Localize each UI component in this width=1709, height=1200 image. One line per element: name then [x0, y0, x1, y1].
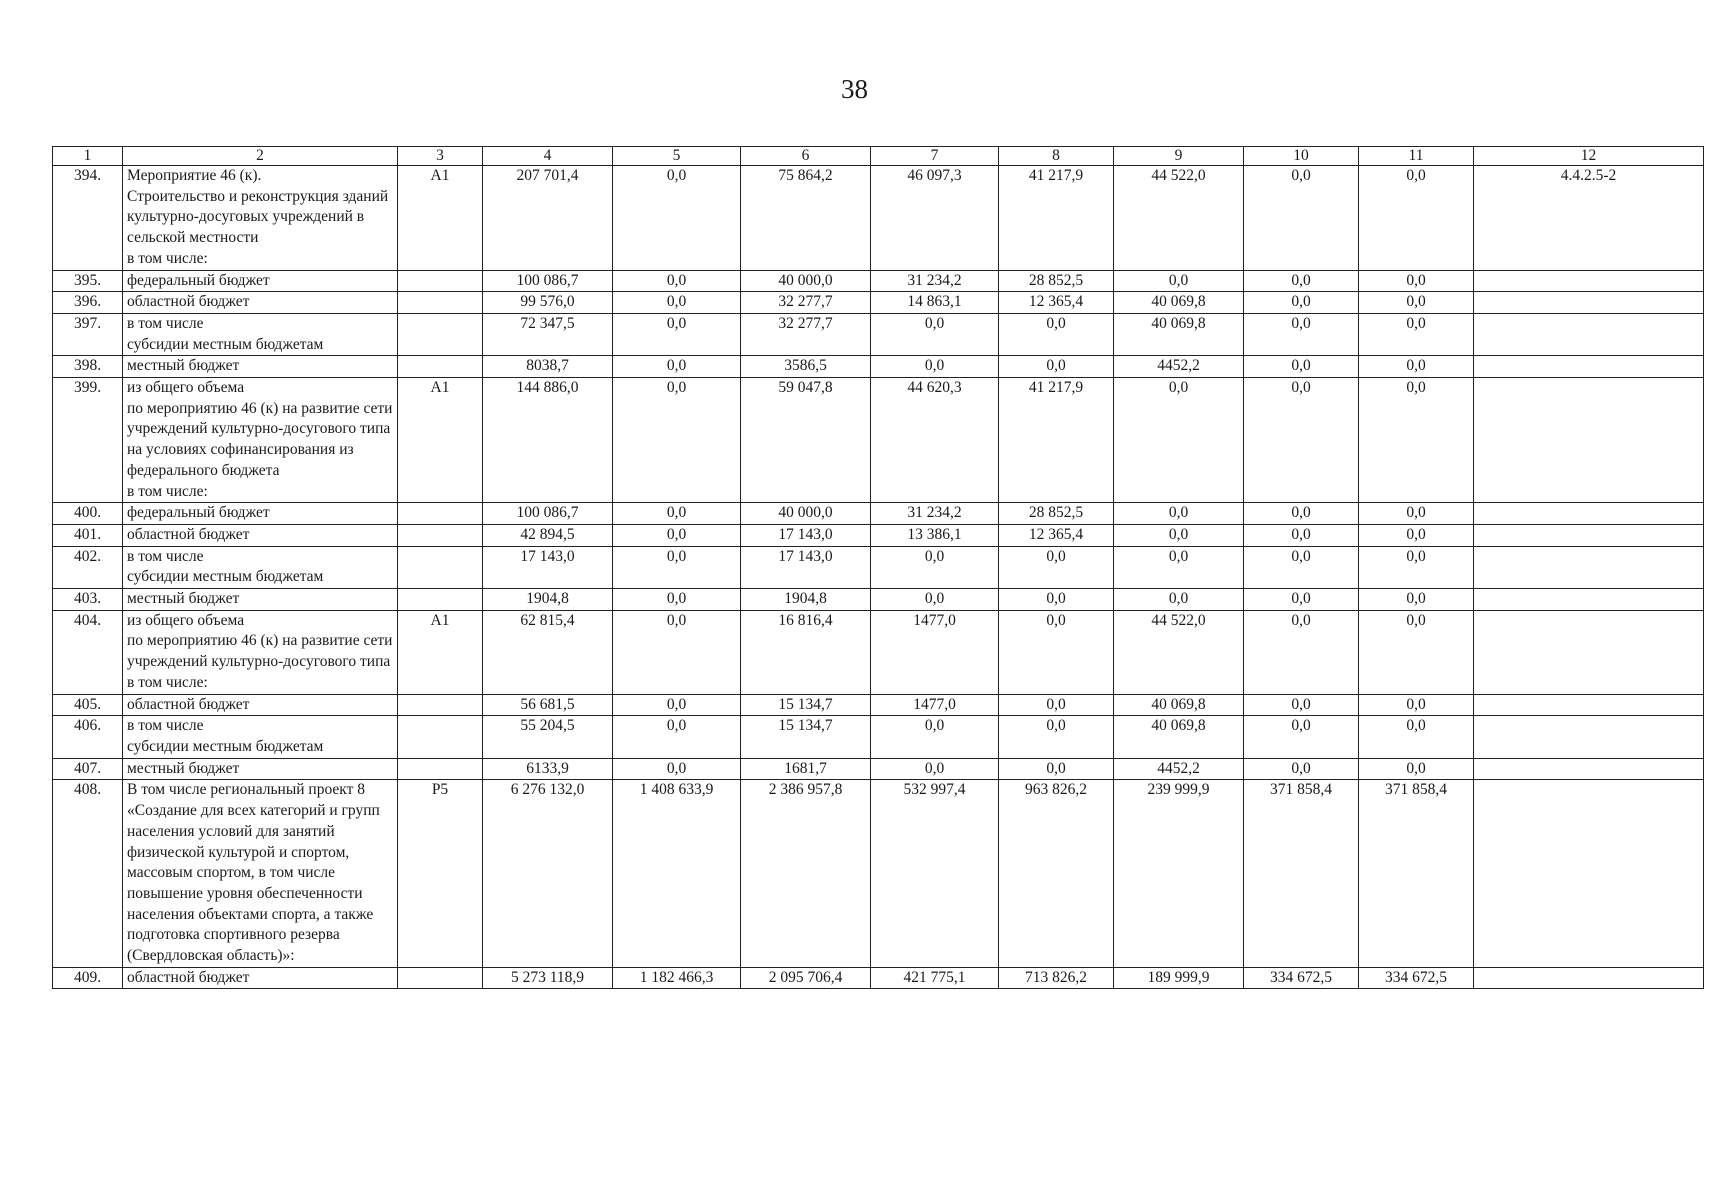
- value-col-11: 334 672,5: [1359, 967, 1474, 989]
- value-col-8: 0,0: [999, 758, 1114, 780]
- value-col-10: 0,0: [1244, 166, 1359, 271]
- column-header: 8: [999, 147, 1114, 166]
- row-number: 397.: [53, 313, 123, 355]
- value-col-10: 0,0: [1244, 610, 1359, 694]
- value-col-11: 0,0: [1359, 546, 1474, 588]
- value-col-6: 1681,7: [741, 758, 871, 780]
- column-header: 2: [123, 147, 398, 166]
- row-goal: [1474, 694, 1704, 716]
- row-code: [398, 292, 483, 314]
- row-goal: [1474, 610, 1704, 694]
- value-col-8: 12 365,4: [999, 292, 1114, 314]
- value-col-8: 0,0: [999, 610, 1114, 694]
- row-name: областной бюджет: [123, 524, 398, 546]
- value-col-6: 17 143,0: [741, 524, 871, 546]
- value-col-4: 6133,9: [483, 758, 613, 780]
- value-col-4: 56 681,5: [483, 694, 613, 716]
- row-goal: [1474, 716, 1704, 758]
- value-col-5: 0,0: [613, 546, 741, 588]
- value-col-6: 17 143,0: [741, 546, 871, 588]
- value-col-4: 100 086,7: [483, 503, 613, 525]
- value-col-9: 44 522,0: [1114, 166, 1244, 271]
- value-col-11: 0,0: [1359, 694, 1474, 716]
- value-col-4: 55 204,5: [483, 716, 613, 758]
- value-col-6: 40 000,0: [741, 503, 871, 525]
- row-code: А1: [398, 166, 483, 271]
- value-col-8: 963 826,2: [999, 780, 1114, 967]
- row-name: В том числе региональный проект 8 «Создание для всех категорий и групп населения условий для занятий физической культурой и спортом, массовым спортом, в том числе повышение уровня обеспеченности населения объектами спорта, а также подготовка спортивного резерва (Свердловская область)»:: [123, 780, 398, 967]
- value-col-4: 99 576,0: [483, 292, 613, 314]
- row-code: [398, 524, 483, 546]
- value-col-5: 0,0: [613, 758, 741, 780]
- value-col-5: 0,0: [613, 166, 741, 271]
- value-col-10: 0,0: [1244, 378, 1359, 503]
- value-col-11: 0,0: [1359, 270, 1474, 292]
- row-name: в том числе субсидии местным бюджетам: [123, 716, 398, 758]
- row-goal: [1474, 524, 1704, 546]
- value-col-7: 421 775,1: [871, 967, 999, 989]
- value-col-8: 0,0: [999, 356, 1114, 378]
- value-col-9: 40 069,8: [1114, 292, 1244, 314]
- value-col-6: 2 095 706,4: [741, 967, 871, 989]
- value-col-6: 1904,8: [741, 589, 871, 611]
- table-row: [53, 166, 1704, 271]
- value-col-11: 0,0: [1359, 356, 1474, 378]
- row-name: федеральный бюджет: [123, 503, 398, 525]
- value-col-9: 0,0: [1114, 378, 1244, 503]
- row-number: 398.: [53, 356, 123, 378]
- value-col-7: 1477,0: [871, 694, 999, 716]
- row-number: 402.: [53, 546, 123, 588]
- row-goal: [1474, 758, 1704, 780]
- value-col-5: 0,0: [613, 610, 741, 694]
- value-col-8: 0,0: [999, 694, 1114, 716]
- value-col-4: 100 086,7: [483, 270, 613, 292]
- value-col-7: 46 097,3: [871, 166, 999, 271]
- value-col-5: 0,0: [613, 356, 741, 378]
- value-col-4: 62 815,4: [483, 610, 613, 694]
- page-number: 38: [841, 74, 868, 104]
- row-goal: [1474, 356, 1704, 378]
- row-number: 403.: [53, 589, 123, 611]
- value-col-11: 0,0: [1359, 292, 1474, 314]
- value-col-6: 40 000,0: [741, 270, 871, 292]
- row-goal: [1474, 780, 1704, 967]
- value-col-10: 0,0: [1244, 716, 1359, 758]
- table-row: [53, 610, 1704, 694]
- value-col-6: 2 386 957,8: [741, 780, 871, 967]
- value-col-10: 0,0: [1244, 356, 1359, 378]
- value-col-10: 0,0: [1244, 524, 1359, 546]
- table-row: [53, 758, 1704, 780]
- value-col-10: 334 672,5: [1244, 967, 1359, 989]
- value-col-11: 0,0: [1359, 313, 1474, 355]
- column-header: 4: [483, 147, 613, 166]
- table-row: [53, 356, 1704, 378]
- value-col-6: 3586,5: [741, 356, 871, 378]
- table-row: [53, 292, 1704, 314]
- value-col-6: 32 277,7: [741, 313, 871, 355]
- value-col-5: 1 182 466,3: [613, 967, 741, 989]
- value-col-5: 0,0: [613, 716, 741, 758]
- value-col-9: 189 999,9: [1114, 967, 1244, 989]
- value-col-9: 40 069,8: [1114, 716, 1244, 758]
- column-header: 12: [1474, 147, 1704, 166]
- value-col-8: 12 365,4: [999, 524, 1114, 546]
- row-number: 395.: [53, 270, 123, 292]
- row-name: федеральный бюджет: [123, 270, 398, 292]
- value-col-10: 0,0: [1244, 503, 1359, 525]
- value-col-10: 0,0: [1244, 313, 1359, 355]
- value-col-11: 371 858,4: [1359, 780, 1474, 967]
- column-header: 9: [1114, 147, 1244, 166]
- value-col-11: 0,0: [1359, 378, 1474, 503]
- row-goal: [1474, 292, 1704, 314]
- row-code: [398, 589, 483, 611]
- value-col-8: 0,0: [999, 716, 1114, 758]
- value-col-5: 0,0: [613, 378, 741, 503]
- value-col-9: 0,0: [1114, 589, 1244, 611]
- value-col-10: 0,0: [1244, 589, 1359, 611]
- value-col-10: 371 858,4: [1244, 780, 1359, 967]
- value-col-7: 0,0: [871, 546, 999, 588]
- value-col-8: 41 217,9: [999, 378, 1114, 503]
- value-col-7: 0,0: [871, 716, 999, 758]
- value-col-7: 0,0: [871, 758, 999, 780]
- row-name: областной бюджет: [123, 694, 398, 716]
- column-header: 7: [871, 147, 999, 166]
- value-col-10: 0,0: [1244, 546, 1359, 588]
- value-col-10: 0,0: [1244, 292, 1359, 314]
- value-col-5: 0,0: [613, 524, 741, 546]
- value-col-4: 42 894,5: [483, 524, 613, 546]
- value-col-10: 0,0: [1244, 270, 1359, 292]
- value-col-6: 15 134,7: [741, 716, 871, 758]
- value-col-8: 0,0: [999, 546, 1114, 588]
- value-col-9: 0,0: [1114, 546, 1244, 588]
- value-col-4: 17 143,0: [483, 546, 613, 588]
- row-number: 407.: [53, 758, 123, 780]
- table-row: [53, 313, 1704, 355]
- value-col-4: 144 886,0: [483, 378, 613, 503]
- column-header: 10: [1244, 147, 1359, 166]
- row-number: 396.: [53, 292, 123, 314]
- value-col-7: 44 620,3: [871, 378, 999, 503]
- table-body: [53, 166, 1704, 989]
- value-col-11: 0,0: [1359, 716, 1474, 758]
- row-goal: [1474, 546, 1704, 588]
- row-number: 401.: [53, 524, 123, 546]
- row-number: 404.: [53, 610, 123, 694]
- value-col-5: 0,0: [613, 694, 741, 716]
- row-code: [398, 503, 483, 525]
- value-col-5: 0,0: [613, 270, 741, 292]
- value-col-7: 31 234,2: [871, 270, 999, 292]
- value-col-7: 0,0: [871, 589, 999, 611]
- column-header: 3: [398, 147, 483, 166]
- row-name: местный бюджет: [123, 356, 398, 378]
- value-col-9: 0,0: [1114, 270, 1244, 292]
- value-col-10: 0,0: [1244, 758, 1359, 780]
- value-col-6: 32 277,7: [741, 292, 871, 314]
- value-col-9: 0,0: [1114, 503, 1244, 525]
- value-col-7: 13 386,1: [871, 524, 999, 546]
- table-row: [53, 780, 1704, 967]
- value-col-9: 0,0: [1114, 524, 1244, 546]
- row-code: Р5: [398, 780, 483, 967]
- row-number: 394.: [53, 166, 123, 271]
- value-col-8: 28 852,5: [999, 503, 1114, 525]
- row-code: [398, 270, 483, 292]
- value-col-7: 14 863,1: [871, 292, 999, 314]
- row-code: [398, 546, 483, 588]
- row-code: [398, 967, 483, 989]
- row-code: А1: [398, 610, 483, 694]
- table-row: [53, 503, 1704, 525]
- row-goal: [1474, 503, 1704, 525]
- column-header: 5: [613, 147, 741, 166]
- row-name: в том числе субсидии местным бюджетам: [123, 313, 398, 355]
- row-number: 399.: [53, 378, 123, 503]
- value-col-9: 239 999,9: [1114, 780, 1244, 967]
- row-number: 406.: [53, 716, 123, 758]
- row-number: 405.: [53, 694, 123, 716]
- row-goal: [1474, 967, 1704, 989]
- row-goal: [1474, 378, 1704, 503]
- value-col-4: 5 273 118,9: [483, 967, 613, 989]
- value-col-7: 0,0: [871, 313, 999, 355]
- row-code: А1: [398, 378, 483, 503]
- value-col-9: 4452,2: [1114, 758, 1244, 780]
- value-col-5: 0,0: [613, 589, 741, 611]
- value-col-5: 0,0: [613, 292, 741, 314]
- value-col-11: 0,0: [1359, 758, 1474, 780]
- table-row: [53, 967, 1704, 989]
- value-col-9: 4452,2: [1114, 356, 1244, 378]
- row-name: областной бюджет: [123, 967, 398, 989]
- table-row: [53, 524, 1704, 546]
- row-name: областной бюджет: [123, 292, 398, 314]
- value-col-4: 8038,7: [483, 356, 613, 378]
- value-col-9: 44 522,0: [1114, 610, 1244, 694]
- row-goal: [1474, 589, 1704, 611]
- value-col-8: 28 852,5: [999, 270, 1114, 292]
- row-number: 408.: [53, 780, 123, 967]
- value-col-5: 0,0: [613, 313, 741, 355]
- value-col-11: 0,0: [1359, 610, 1474, 694]
- value-col-9: 40 069,8: [1114, 694, 1244, 716]
- value-col-8: 41 217,9: [999, 166, 1114, 271]
- column-header: 1: [53, 147, 123, 166]
- table-row: [53, 378, 1704, 503]
- row-name: в том числе субсидии местным бюджетам: [123, 546, 398, 588]
- value-col-6: 15 134,7: [741, 694, 871, 716]
- header-row: [53, 147, 1704, 166]
- value-col-10: 0,0: [1244, 694, 1359, 716]
- value-col-7: 31 234,2: [871, 503, 999, 525]
- row-goal: [1474, 270, 1704, 292]
- row-number: 409.: [53, 967, 123, 989]
- value-col-7: 1477,0: [871, 610, 999, 694]
- value-col-5: 0,0: [613, 503, 741, 525]
- value-col-5: 1 408 633,9: [613, 780, 741, 967]
- value-col-6: 16 816,4: [741, 610, 871, 694]
- row-goal: 4.4.2.5-2: [1474, 166, 1704, 271]
- column-header: 6: [741, 147, 871, 166]
- row-number: 400.: [53, 503, 123, 525]
- table-row: [53, 589, 1704, 611]
- row-code: [398, 694, 483, 716]
- value-col-7: 0,0: [871, 356, 999, 378]
- value-col-9: 40 069,8: [1114, 313, 1244, 355]
- value-col-4: 72 347,5: [483, 313, 613, 355]
- column-header: 11: [1359, 147, 1474, 166]
- row-goal: [1474, 313, 1704, 355]
- value-col-8: 0,0: [999, 313, 1114, 355]
- value-col-7: 532 997,4: [871, 780, 999, 967]
- row-name: местный бюджет: [123, 758, 398, 780]
- value-col-8: 0,0: [999, 589, 1114, 611]
- value-col-4: 6 276 132,0: [483, 780, 613, 967]
- row-name: местный бюджет: [123, 589, 398, 611]
- row-name: Мероприятие 46 (к). Строительство и реконструкция зданий культурно-досуговых учреждений в сельской местности в том числе:: [123, 166, 398, 271]
- value-col-11: 0,0: [1359, 503, 1474, 525]
- row-name: из общего объема по мероприятию 46 (к) на развитие сети учреждений культурно-досугового типа в том числе:: [123, 610, 398, 694]
- table-row: [53, 694, 1704, 716]
- row-code: [398, 716, 483, 758]
- value-col-6: 75 864,2: [741, 166, 871, 271]
- value-col-11: 0,0: [1359, 166, 1474, 271]
- value-col-11: 0,0: [1359, 524, 1474, 546]
- budget-table: [52, 146, 1704, 989]
- value-col-4: 1904,8: [483, 589, 613, 611]
- value-col-4: 207 701,4: [483, 166, 613, 271]
- table-row: [53, 546, 1704, 588]
- value-col-11: 0,0: [1359, 589, 1474, 611]
- table-row: [53, 270, 1704, 292]
- table-row: [53, 716, 1704, 758]
- row-name: из общего объема по мероприятию 46 (к) на развитие сети учреждений культурно-досугового типа на условиях софинансирования из федерального бюджета в том числе:: [123, 378, 398, 503]
- value-col-6: 59 047,8: [741, 378, 871, 503]
- row-code: [398, 313, 483, 355]
- row-code: [398, 356, 483, 378]
- value-col-8: 713 826,2: [999, 967, 1114, 989]
- row-code: [398, 758, 483, 780]
